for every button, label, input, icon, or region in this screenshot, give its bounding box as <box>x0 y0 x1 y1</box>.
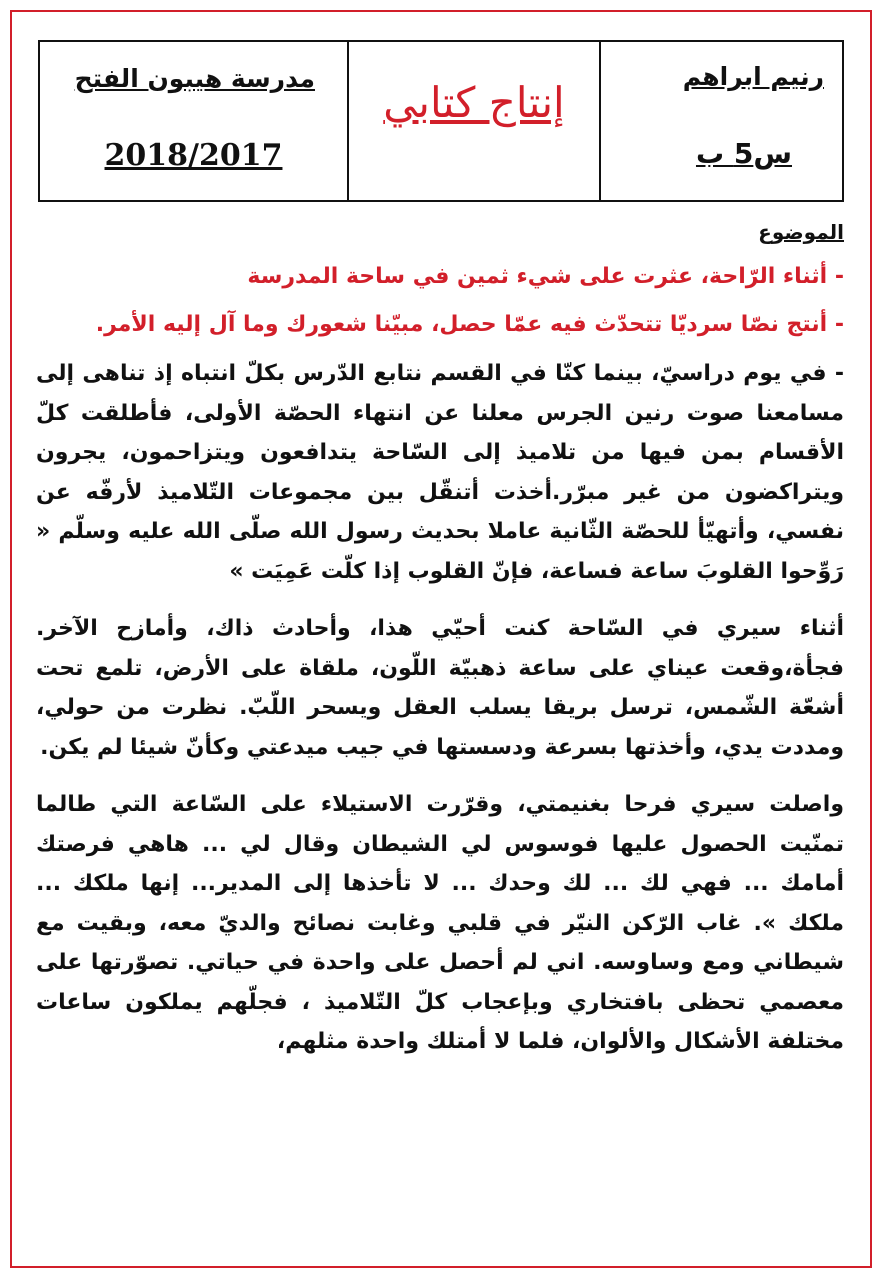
topic-label: الموضوع <box>758 220 844 244</box>
student-info-cell <box>599 42 842 200</box>
document-body <box>36 206 844 1080</box>
title-cell <box>347 42 599 200</box>
document-title: إنتاج كتابي <box>383 78 565 127</box>
topic-instruction-1: - أثناء الرّاحة، عثرت على شيء ثمين في ساحة المدرسة <box>247 264 844 289</box>
topic-instruction-2: - أنتج نصّا سرديّا تتحدّث فيه عمّا حصل، مبيّنا شعورك وما آل إليه الأمر. <box>95 312 844 337</box>
school-name: مدرسة هيبون الفتح <box>74 64 315 93</box>
story-paragraph-3: واصلت سيري فرحا بغنيمتي، وقرّرت الاستيلاء على السّاعة التي طالما تمنّيت الحصول عليها فوسوس لي الشيطان وقال لي ... هاهي فرصتك أمامك ... فهي لك ... لك وحدك ... لا تأخذها إلى المدير... إنها ملكك ... ملكك ». غاب الرّكن النيّر في قلبي وغابت نصائح والديّ معه، وبقيت مع شيطاني ومع وساوسه. اني لم أحصل على واحدة في حياتي. تصوّرتها على معصمي تحظى بافتخاري وبإعجاب كلّ التّلاميذ ، فجلّهم يملكون ساعات مختلفة الأشكال والألوان، فلما لا أمتلك واحدة مثلهم، <box>36 792 844 1054</box>
school-info-cell <box>40 42 347 200</box>
student-name: رنيم ابراهم <box>682 62 824 91</box>
student-class: س5 ب <box>695 137 792 170</box>
school-year: 2018/2017 <box>104 138 283 173</box>
story-paragraph-2: أثناء سيري في السّاحة كنت أحيّي هذا، وأحادث ذاك، وأمازح الآخر. فجأة،وقعت عيناي على ساعة ذهبيّة اللّون، ملقاة على الأرض، تلمع تحت أشعّة الشّمس، ترسل بريقا يسلب العقل ويسحر اللّبّ. نظرت من حولي، ومددت يدي، وأخذتها بسرعة ودسستها في جيب ميدعتي وكأنّ شيئا لم يكن. <box>36 616 844 760</box>
header-table <box>38 40 844 202</box>
story-paragraph-1: - في يوم دراسيّ، بينما كنّا في القسم نتابع الدّرس بكلّ انتباه إذ تناهى إلى مسامعنا صوت رنين الجرس معلنا عن انتهاء الحصّة الأولى، فأطلقت كلّ الأقسام بمن فيها من تلاميذ إلى السّاحة يتدافعون ويتزاحمون، يجرون ويتراكضون من غير مبرّر.أخذت أتنقّل بين مجموعات التّلاميذ لأرفّه عن نفسي، وأتهيّأ للحصّة الثّانية عاملا بحديث رسول الله صلّى الله عليه وسلّم « رَوِّحوا القلوبَ ساعة فساعة، فإنّ القلوب إذا كلّت عَمِيَت » <box>36 361 844 584</box>
